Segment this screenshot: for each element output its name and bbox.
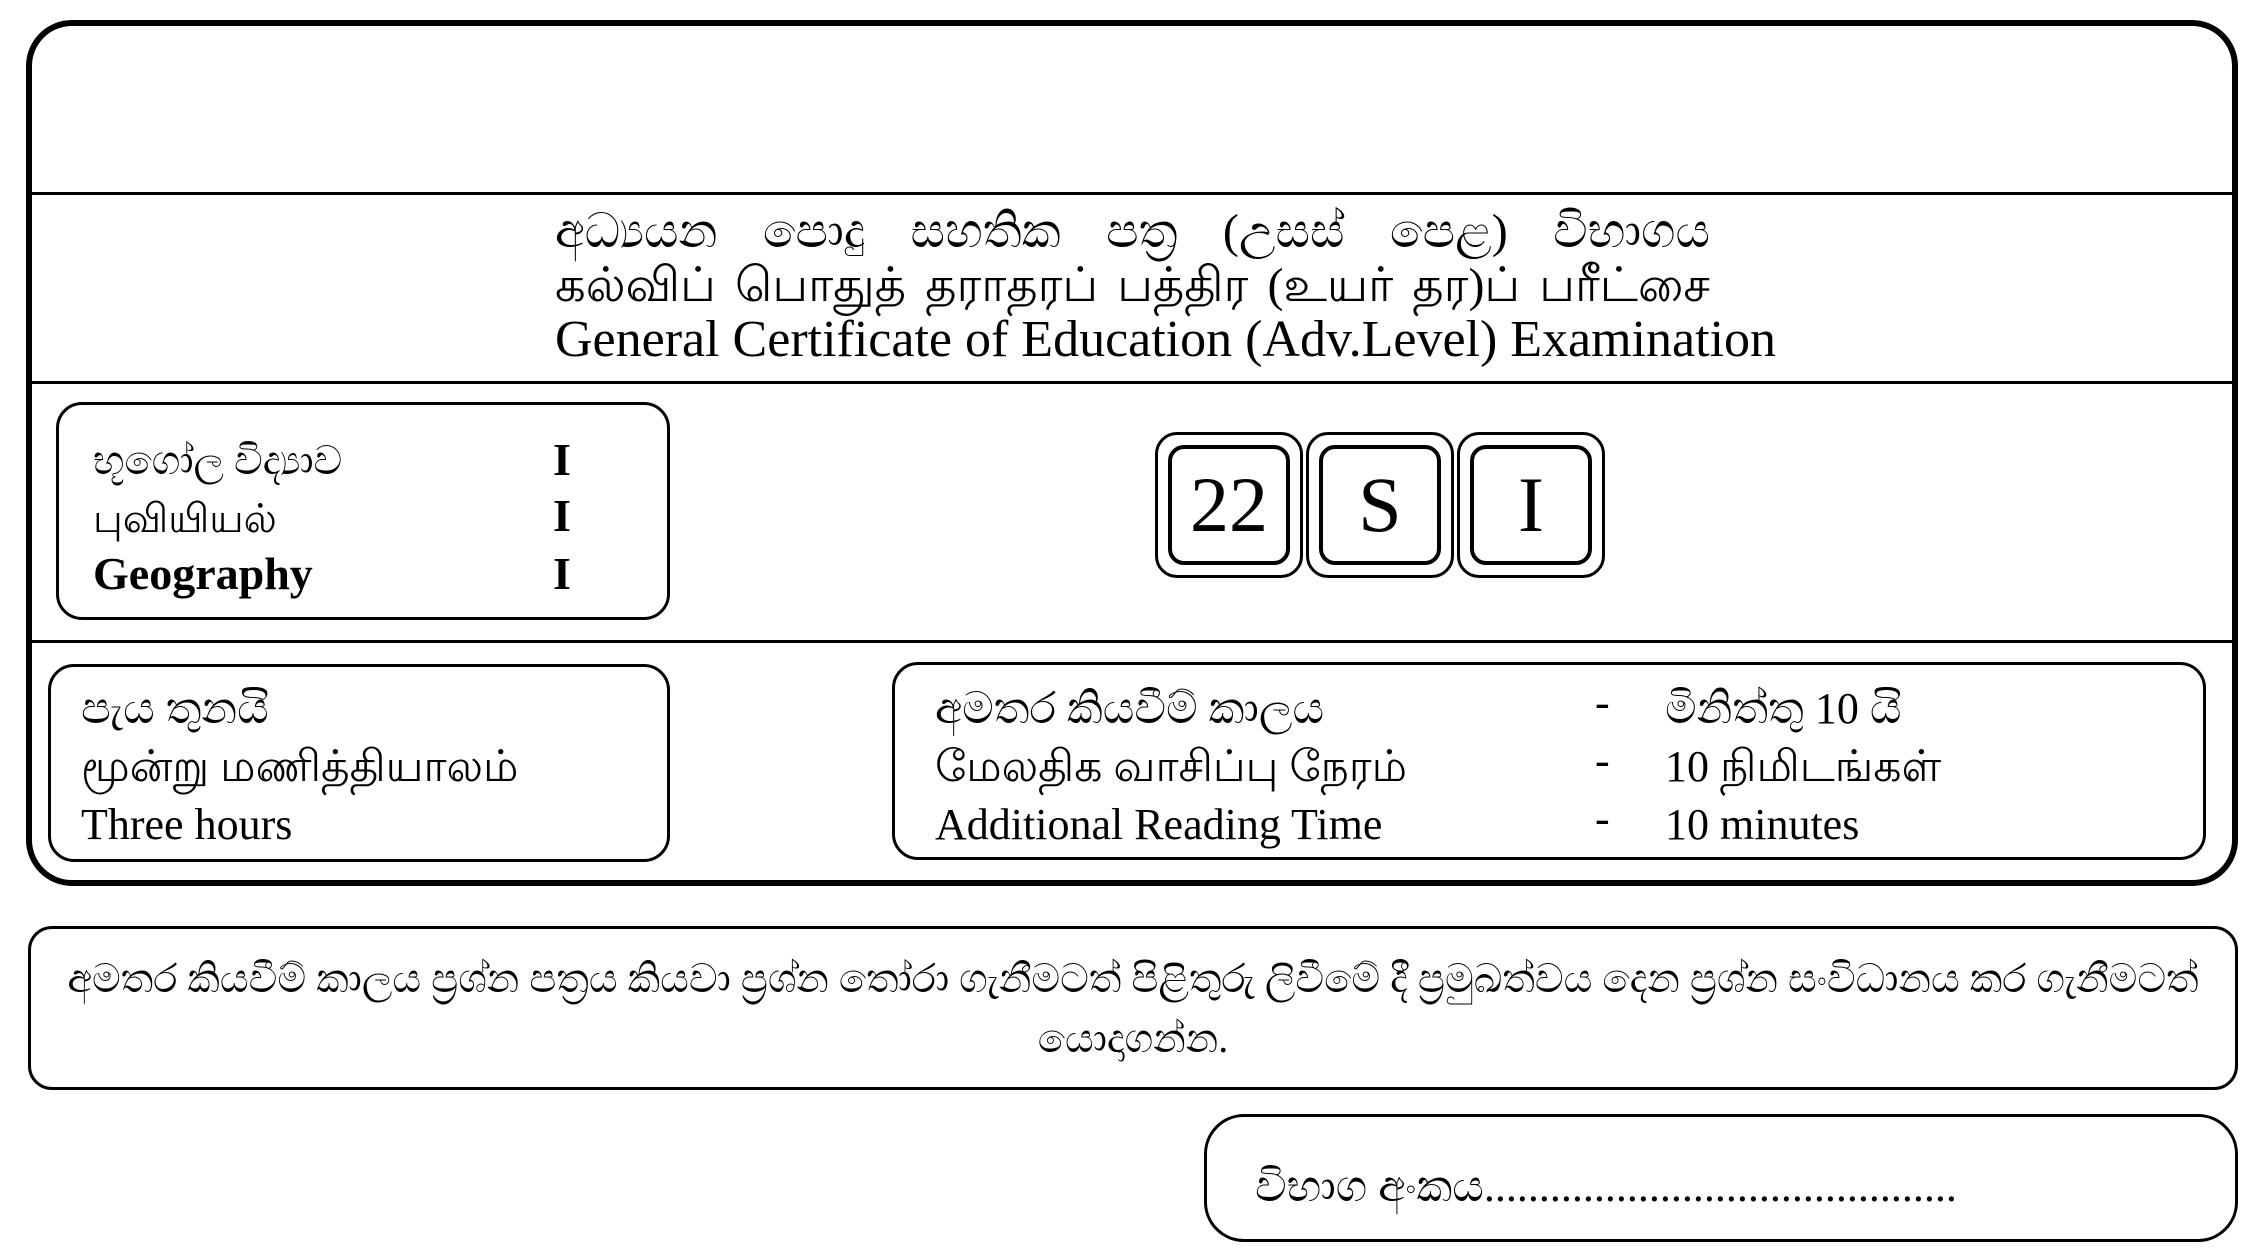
subject-part-sinhala: I [553, 434, 571, 485]
reading-time-dash: - [1595, 736, 1610, 785]
exam-title-english: General Certificate of Education (Adv.Level) Examination [555, 311, 1777, 368]
divider-top [29, 192, 2235, 195]
reading-time-dash: - [1595, 678, 1610, 727]
reading-time-value-english: 10 minutes [1665, 800, 1860, 849]
index-number-box[interactable] [1204, 1114, 2238, 1242]
duration-english: Three hours [81, 800, 293, 849]
duration-box [48, 664, 670, 862]
reading-time-instruction: අමතර කියවීම් කාලය ප්‍රශ්න පත්‍රය කියවා ප්‍රශ්න තෝරා ගැනීමටත් පිළිතුරු ලිවීමේ දී ප්‍රමුඛත්වය දෙන ප්‍රශ්න සංවිධානය කර ගැනීමටත් යොදාගන්න. [28, 926, 2238, 1090]
exam-title-tamil: கல்விப் பொதுத் தராதரப் பத்திர (உயர் தர)ப் பரீட்சை [555, 259, 1710, 312]
index-number-dots[interactable]: ........................................... [1483, 1162, 1957, 1211]
subject-part-tamil: I [553, 490, 571, 541]
reading-time-label-sinhala: අමතර කියවීම් කාලය [935, 684, 1325, 733]
subject-box [56, 402, 670, 620]
duration-tamil: மூன்று மணித்தியாலம் [81, 742, 519, 791]
index-number-label: විභාග අංකය [1255, 1162, 1484, 1211]
divider-middle [29, 381, 2235, 384]
exam-title-sinhala: අධ්‍යයන පොදු සහතික පත්‍ර (උසස් පෙළ) විභාගය [555, 205, 1710, 258]
paper-code-letter-box [1306, 432, 1454, 578]
reading-time-dash: - [1595, 794, 1610, 843]
paper-code-part-box [1457, 432, 1605, 578]
reading-time-label-tamil: மேலதிக வாசிப்பு நேரம் [935, 742, 1408, 791]
exam-title-block [555, 205, 1777, 368]
subject-part-english: I [553, 548, 571, 599]
subject-name-english: Geography [93, 548, 313, 599]
reading-time-label-english: Additional Reading Time [935, 800, 1383, 849]
duration-sinhala: පැය තුනයි [81, 684, 269, 733]
paper-code-number: 22 [1168, 445, 1290, 565]
reading-time-box [892, 662, 2206, 860]
paper-code-letter: S [1319, 445, 1441, 565]
divider-lower [29, 640, 2235, 643]
reading-time-value-tamil: 10 நிமிடங்கள் [1665, 742, 1942, 791]
paper-code-part: I [1470, 445, 1592, 565]
paper-code-number-box [1155, 432, 1303, 578]
subject-name-sinhala: භූගෝල විද්‍යාව [93, 438, 343, 483]
index-number-field [1255, 1161, 1957, 1212]
subject-name-tamil: புவியியல் [93, 496, 277, 541]
reading-time-value-sinhala: මිනිත්තු 10 යි [1665, 684, 1902, 733]
